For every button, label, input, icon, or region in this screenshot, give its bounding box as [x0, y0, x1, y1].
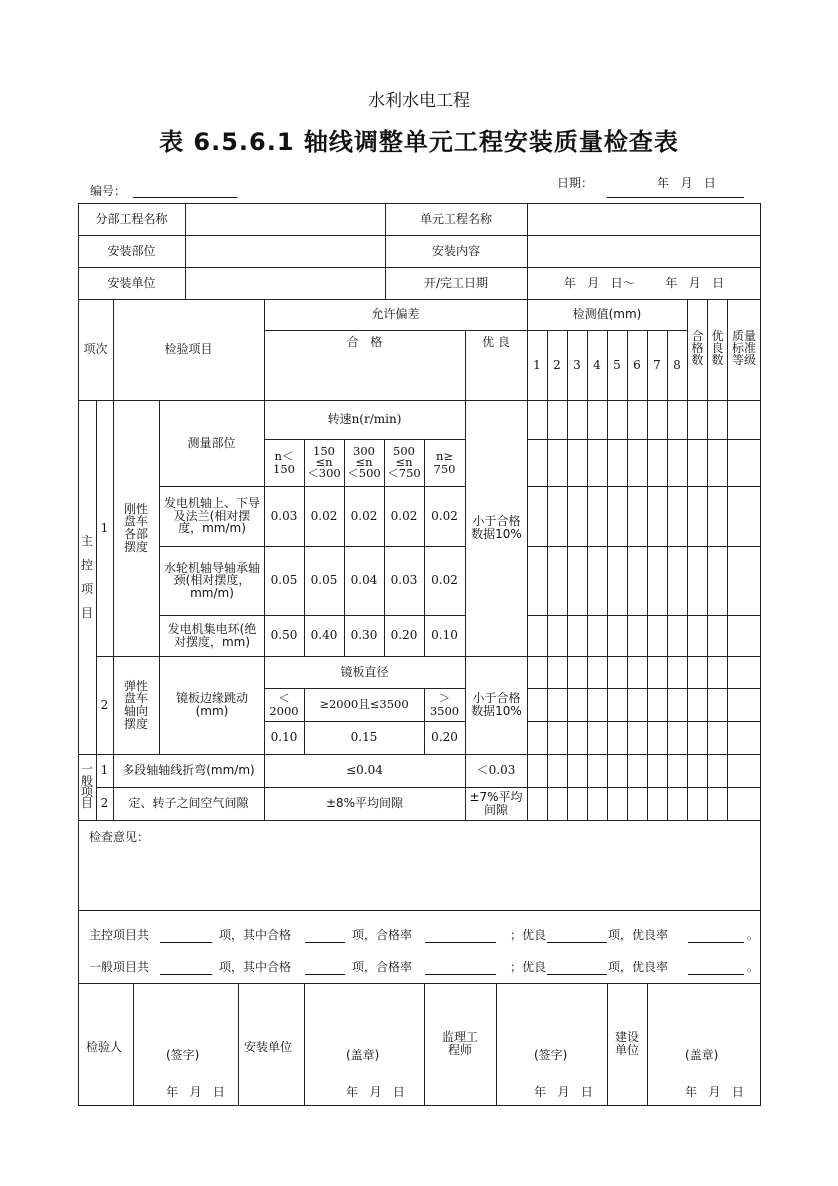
serial-field[interactable]: [133, 196, 237, 198]
main-rate-field[interactable]: [425, 941, 496, 943]
main-summary-t4: 项，优良率: [608, 928, 669, 942]
owner-seal[interactable]: (盖章): [685, 1048, 719, 1062]
allowed-deviation-header: 允许偏差: [371, 307, 420, 322]
item2-location: 镜板边缘跳动(mm): [175, 691, 248, 718]
install-content-input[interactable]: [528, 235, 760, 267]
value-r2-c1: 0.05: [270, 573, 298, 588]
diameter-header: 镜板直径: [340, 664, 389, 679]
sub-project-label: 分部工程名称: [95, 211, 168, 226]
value-r3-c4: 0.20: [390, 628, 418, 643]
main-summary-t3: ；优良: [510, 928, 547, 942]
supervisor-date[interactable]: 年 月 日: [534, 1085, 593, 1099]
main-excellent-field[interactable]: [547, 941, 607, 943]
general-excellent-field[interactable]: [547, 973, 607, 975]
value-r2-c4: 0.03: [390, 573, 418, 588]
measure-num-5: 5: [613, 357, 621, 372]
subtitle: 水利水电工程: [368, 91, 470, 111]
inspector-sign[interactable]: (签字): [166, 1048, 200, 1062]
general-item1-qualified: ≤0.04: [346, 763, 383, 778]
owner-label: 建设单位: [614, 1030, 639, 1057]
item1-name: 刚性盘车各部摆度: [123, 501, 148, 554]
general-qualified-field[interactable]: [305, 973, 345, 975]
general-group-label: 一般项目: [81, 762, 94, 811]
speed-range-2: 150 ≤n ＜300: [307, 444, 341, 480]
main-summary-t1: 项，其中合格: [219, 928, 292, 942]
install-unit-input[interactable]: [186, 267, 385, 299]
main-summary-t2: 项，合格率: [352, 928, 413, 942]
general-item1-excellent: ＜0.03: [476, 763, 516, 778]
value-r2-c3: 0.04: [350, 573, 378, 588]
measure-num-4: 4: [593, 357, 601, 372]
check-item-header: 检验项目: [164, 342, 213, 357]
install-unit-date[interactable]: 年 月 日: [346, 1085, 405, 1099]
value-r1-c4: 0.02: [390, 508, 418, 523]
value-r3-c3: 0.30: [350, 628, 378, 643]
value-r1-c2: 0.02: [310, 508, 338, 523]
install-location-input[interactable]: [186, 235, 385, 267]
install-location-label: 安装部位: [107, 243, 156, 258]
start-end-label: 开/完工日期: [423, 275, 489, 290]
item-no-header: 项次: [83, 342, 108, 357]
supervisor-sign[interactable]: (签字): [534, 1048, 568, 1062]
date-label: 日期：: [557, 176, 594, 190]
value-r1-c3: 0.02: [350, 508, 378, 523]
location-row-2: 水轮机轴导轴承轴颈(相对摆度，mm/m): [163, 560, 260, 600]
value-r1-c5: 0.02: [431, 508, 458, 523]
general-excellent-rate-field[interactable]: [688, 973, 744, 975]
measured-values-header: 检测值(mm): [572, 307, 642, 322]
general-item2-qualified: ±8%平均间隙: [325, 796, 404, 811]
item2-excellent: 小于合格数据10%: [471, 691, 522, 718]
measure-num-7: 7: [653, 357, 661, 372]
speed-range-4: 500 ≤n ＜750: [387, 444, 421, 480]
main-total-field[interactable]: [160, 941, 212, 943]
diameter-range-3: ＞ 3500: [429, 691, 460, 718]
value-r2-c2: 0.05: [310, 573, 338, 588]
general-summary-t4: 项，优良率: [608, 960, 669, 974]
inspector-label: 检验人: [86, 1040, 123, 1054]
install-unit-sig-label: 安装单位: [244, 1040, 293, 1054]
main-qualified-field[interactable]: [305, 941, 345, 943]
install-unit-label: 安装单位: [107, 275, 156, 290]
value-r3-c5: 0.10: [431, 628, 458, 643]
item1-no: 1: [100, 520, 109, 535]
serial-label: 编号：: [90, 184, 127, 198]
speed-header: 转速n(r/min): [327, 412, 402, 427]
general-total-field[interactable]: [160, 973, 212, 975]
qualified-count-header: 合格数: [691, 329, 704, 367]
speed-range-5: n≥ 750: [433, 449, 456, 476]
general-item1-no: 1: [100, 763, 109, 778]
location-row-1: 发电机轴上、下导及法兰(相对摆度，mm/m): [163, 496, 260, 536]
excellent-count-header: 优良数: [711, 329, 724, 367]
item2-value-2: 0.15: [350, 730, 378, 745]
item2-name: 弹性盘车轴向摆度: [123, 678, 148, 731]
value-r3-c2: 0.40: [310, 628, 338, 643]
item1-excellent: 小于合格数据10%: [471, 514, 522, 541]
measure-location-header: 测量部位: [187, 435, 236, 450]
main-control-group-label: 主控项目: [81, 534, 94, 620]
supervisor-label: 监理工程师: [441, 1030, 478, 1057]
general-summary-prefix: 一般项目共: [89, 960, 150, 974]
item2-value-3: 0.20: [431, 730, 458, 745]
sub-project-input[interactable]: [186, 203, 385, 235]
general-summary-t3: ；优良: [510, 960, 547, 974]
diameter-range-2: ≥2000且≤3500: [319, 697, 409, 712]
measure-num-1: 1: [533, 357, 541, 372]
value-r3-c1: 0.50: [270, 628, 298, 643]
opinion-label: 检查意见：: [89, 830, 150, 844]
date-ymd: 年 月 日: [657, 176, 716, 190]
location-row-3: 发电机集电环(绝对摆度，mm): [167, 621, 257, 649]
main-excellent-rate-field[interactable]: [688, 941, 744, 943]
date-field[interactable]: [607, 196, 744, 198]
general-rate-field[interactable]: [425, 973, 496, 975]
general-item2-no: 2: [100, 796, 109, 811]
general-summary-t1: 项，其中合格: [219, 960, 292, 974]
general-item2-name: 定、转子之间空气间隙: [128, 796, 249, 811]
main-summary-t5: 。: [747, 928, 760, 942]
general-item1-name: 多段轴轴线折弯(mm/m): [122, 763, 255, 778]
install-unit-seal[interactable]: (盖章): [346, 1048, 380, 1062]
general-summary-t5: 。: [747, 960, 760, 974]
measure-num-3: 3: [573, 357, 581, 372]
unit-project-label: 单元工程名称: [419, 211, 492, 226]
measure-num-2: 2: [553, 357, 561, 372]
start-end-value[interactable]: 年 月 日～ 年 月 日: [563, 275, 725, 290]
item2-value-1: 0.10: [270, 730, 298, 745]
measure-num-8: 8: [673, 357, 681, 372]
unit-project-input[interactable]: [528, 203, 760, 235]
value-r1-c1: 0.03: [270, 508, 298, 523]
inspector-date[interactable]: 年 月 日: [166, 1085, 225, 1099]
install-content-label: 安装内容: [431, 243, 480, 258]
page-title: 表 6.5.6.1 轴线调整单元工程安装质量检查表: [159, 128, 679, 156]
general-summary-t2: 项，合格率: [352, 960, 413, 974]
speed-range-1: n＜ 150: [273, 449, 295, 476]
owner-date[interactable]: 年 月 日: [685, 1085, 744, 1099]
speed-range-3: 300 ≤n ＜500: [347, 444, 381, 480]
value-r2-c5: 0.02: [431, 573, 458, 588]
quality-grade-header: 质量标准等级: [731, 329, 756, 367]
diameter-range-1: ＜ 2000: [269, 691, 299, 718]
measure-num-6: 6: [633, 357, 641, 372]
main-summary-prefix: 主控项目共: [89, 928, 150, 942]
qualified-header: 合 格: [346, 335, 383, 349]
item2-no: 2: [100, 697, 109, 712]
opinion-input[interactable]: [85, 848, 755, 906]
excellent-header: 优 良: [482, 335, 510, 349]
general-item2-excellent: ±7%平均间隙: [469, 789, 523, 817]
